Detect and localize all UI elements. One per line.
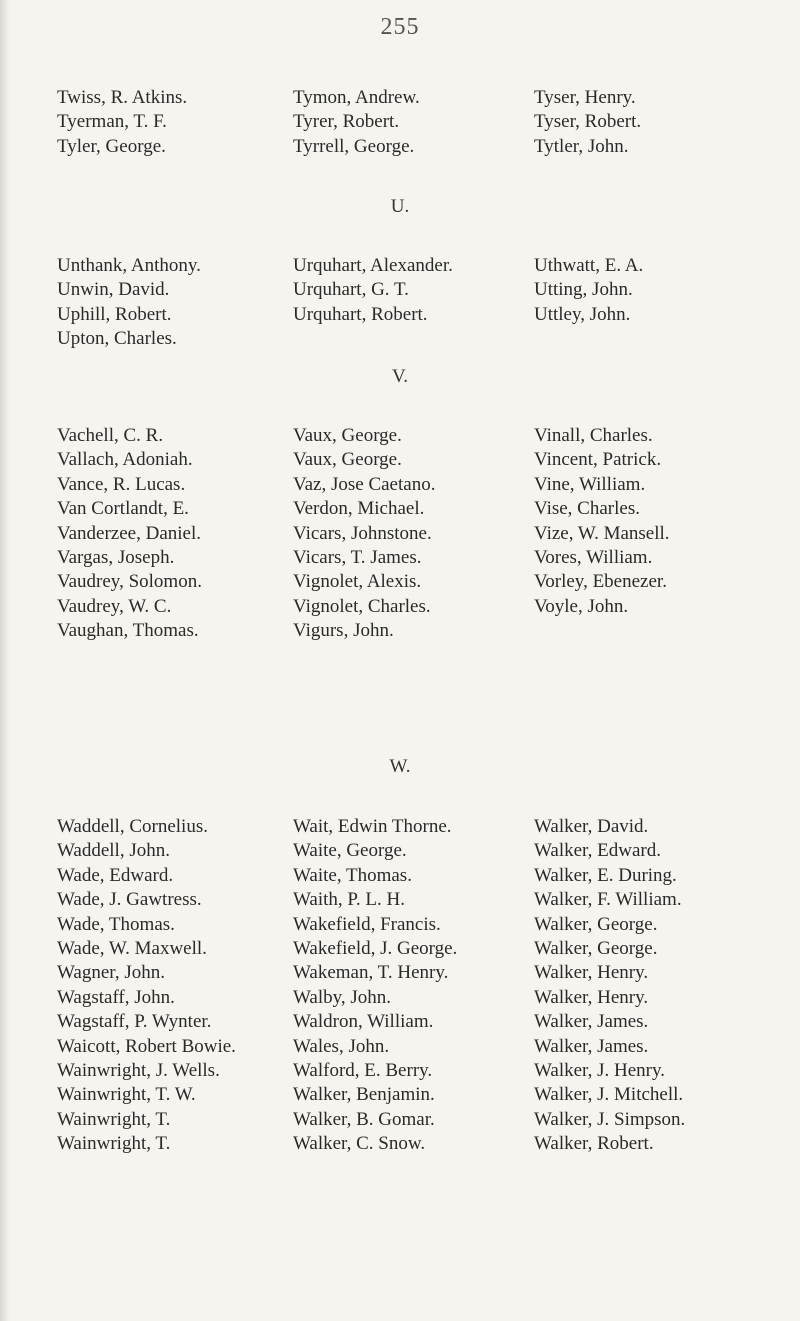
name-entry: Urquhart, Robert.	[293, 303, 428, 325]
name-entry: Vaudrey, W. C.	[57, 595, 172, 617]
name-entry: Wait, Edwin Thorne.	[293, 816, 452, 837]
name-entry: Walker, E. During.	[534, 864, 677, 886]
name-entry: Waite, Thomas.	[293, 864, 412, 886]
name-entry: Walker, James.	[534, 1011, 649, 1033]
name-entry: Vaux, George.	[293, 449, 402, 471]
name-entry: Vicars, Johnstone.	[293, 522, 432, 544]
name-entry: Walker, B. Gomar.	[293, 1108, 435, 1130]
name-entry: Twiss, R. Atkins.	[57, 87, 188, 108]
name-entry: Vallach, Adoniah.	[57, 449, 193, 471]
name-entry: Urquhart, Alexander.	[293, 255, 453, 276]
name-entry: Waite, George.	[293, 840, 407, 862]
name-entry: Upton, Charles.	[57, 328, 177, 350]
column-1	[57, 815, 236, 1157]
name-entry: Tyser, Henry.	[534, 87, 636, 108]
name-entry: Waldron, William.	[293, 1011, 434, 1033]
name-entry: Walford, E. Berry.	[293, 1060, 433, 1082]
name-entry: Vanderzee, Daniel.	[57, 522, 202, 544]
name-entry: Utting, John.	[534, 279, 633, 301]
name-entry: Waith, P. L. H.	[293, 889, 405, 911]
name-entry: Vaz, Jose Caetano.	[293, 473, 436, 495]
name-entry: Wainwright, J. Wells.	[57, 1060, 220, 1082]
name-entry: Tyerman, T. F.	[57, 111, 167, 133]
column-3	[534, 424, 670, 619]
column-3	[534, 254, 643, 327]
name-entry: Walker, Henry.	[534, 986, 649, 1008]
name-entry: Waddell, Cornelius.	[57, 816, 208, 837]
name-entry: Uthwatt, E. A.	[534, 255, 644, 276]
name-entry: Wade, J. Gawtress.	[57, 889, 202, 911]
name-entry: Vine, William.	[534, 473, 646, 495]
name-entry: Wainwright, T. W.	[57, 1084, 196, 1106]
name-entry: Vaughan, Thomas.	[57, 620, 199, 642]
name-entry: Vinall, Charles.	[534, 425, 653, 446]
name-entry: Vicars, T. James.	[293, 547, 422, 569]
name-entry: Walker, J. Mitchell.	[534, 1084, 684, 1106]
name-entry: Walker, C. Snow.	[293, 1133, 426, 1155]
name-entry: Walker, George.	[534, 913, 658, 935]
name-entry: Tyrer, Robert.	[293, 111, 400, 133]
name-entry: Vores, William.	[534, 547, 653, 569]
name-entry: Tyler, George.	[57, 135, 166, 157]
name-entry: Verdon, Michael.	[293, 498, 425, 520]
name-entry: Wales, John.	[293, 1035, 390, 1057]
name-entry: Wagner, John.	[57, 962, 165, 984]
name-entry: Uphill, Robert.	[57, 303, 172, 325]
name-entry: Wakeman, T. Henry.	[293, 962, 449, 984]
name-entry: Urquhart, G. T.	[293, 279, 409, 301]
name-entry: Vignolet, Alexis.	[293, 571, 422, 593]
name-entry: Tyser, Robert.	[534, 111, 642, 133]
name-entry: Wainwright, T.	[57, 1108, 171, 1130]
name-entry: Vincent, Patrick.	[534, 449, 662, 471]
name-entry: Tymon, Andrew.	[293, 87, 420, 108]
name-entry: Wagstaff, P. Wynter.	[57, 1011, 212, 1033]
name-entry: Vise, Charles.	[534, 498, 640, 520]
section-letter-u: U.	[390, 196, 410, 217]
name-entry: Waicott, Robert Bowie.	[57, 1035, 236, 1057]
name-entry: Vignolet, Charles.	[293, 595, 431, 617]
column-2	[293, 254, 453, 327]
name-entry: Walker, Henry.	[534, 962, 649, 984]
name-entry: Vaux, George.	[293, 425, 402, 446]
name-entry: Walker, George.	[534, 938, 658, 960]
name-entry: Waddell, John.	[57, 840, 170, 862]
name-entry: Wakefield, Francis.	[293, 913, 441, 935]
name-entry: Vorley, Ebenezer.	[534, 571, 667, 593]
name-entry: Vance, R. Lucas.	[57, 473, 186, 495]
name-entry: Vargas, Joseph.	[57, 547, 175, 569]
name-entry: Walker, Benjamin.	[293, 1084, 435, 1106]
name-entry: Walker, Edward.	[534, 840, 661, 862]
name-entry: Vigurs, John.	[293, 620, 394, 642]
column-1	[57, 86, 187, 159]
name-entry: Wagstaff, John.	[57, 986, 175, 1008]
name-entry: Wainwright, T.	[57, 1133, 171, 1155]
section-letter-v: V.	[391, 366, 409, 387]
column-1	[57, 254, 201, 352]
name-entry: Vachell, C. R.	[57, 425, 164, 446]
column-2	[293, 815, 457, 1157]
page-number: 255	[380, 14, 420, 40]
column-1	[57, 424, 202, 644]
name-entry: Walker, J. Simpson.	[534, 1108, 686, 1130]
name-entry: Uttley, John.	[534, 303, 631, 325]
column-2	[293, 86, 420, 159]
name-entry: Wade, W. Maxwell.	[57, 938, 207, 960]
name-entry: Vaudrey, Solomon.	[57, 571, 202, 593]
section-letter-w: W.	[389, 756, 411, 777]
name-entry: Wakefield, J. George.	[293, 938, 458, 960]
name-entry: Unwin, David.	[57, 279, 170, 301]
name-entry: Walby, John.	[293, 986, 392, 1008]
column-3	[534, 86, 641, 159]
name-entry: Tyrrell, George.	[293, 135, 415, 157]
name-entry: Tytler, John.	[534, 135, 629, 157]
name-entry: Vize, W. Mansell.	[534, 522, 670, 544]
name-entry: Walker, J. Henry.	[534, 1060, 666, 1082]
name-entry: Wade, Edward.	[57, 864, 174, 886]
name-entry: Walker, David.	[534, 816, 649, 837]
name-entry: Unthank, Anthony.	[57, 255, 201, 276]
name-entry: Walker, James.	[534, 1035, 649, 1057]
column-3	[534, 815, 685, 1157]
name-entry: Wade, Thomas.	[57, 913, 175, 935]
column-2	[293, 424, 435, 644]
name-entry: Van Cortlandt, E.	[57, 498, 189, 520]
name-entry: Voyle, John.	[534, 595, 629, 617]
name-entry: Walker, Robert.	[534, 1133, 654, 1155]
name-entry: Walker, F. William.	[534, 889, 682, 911]
